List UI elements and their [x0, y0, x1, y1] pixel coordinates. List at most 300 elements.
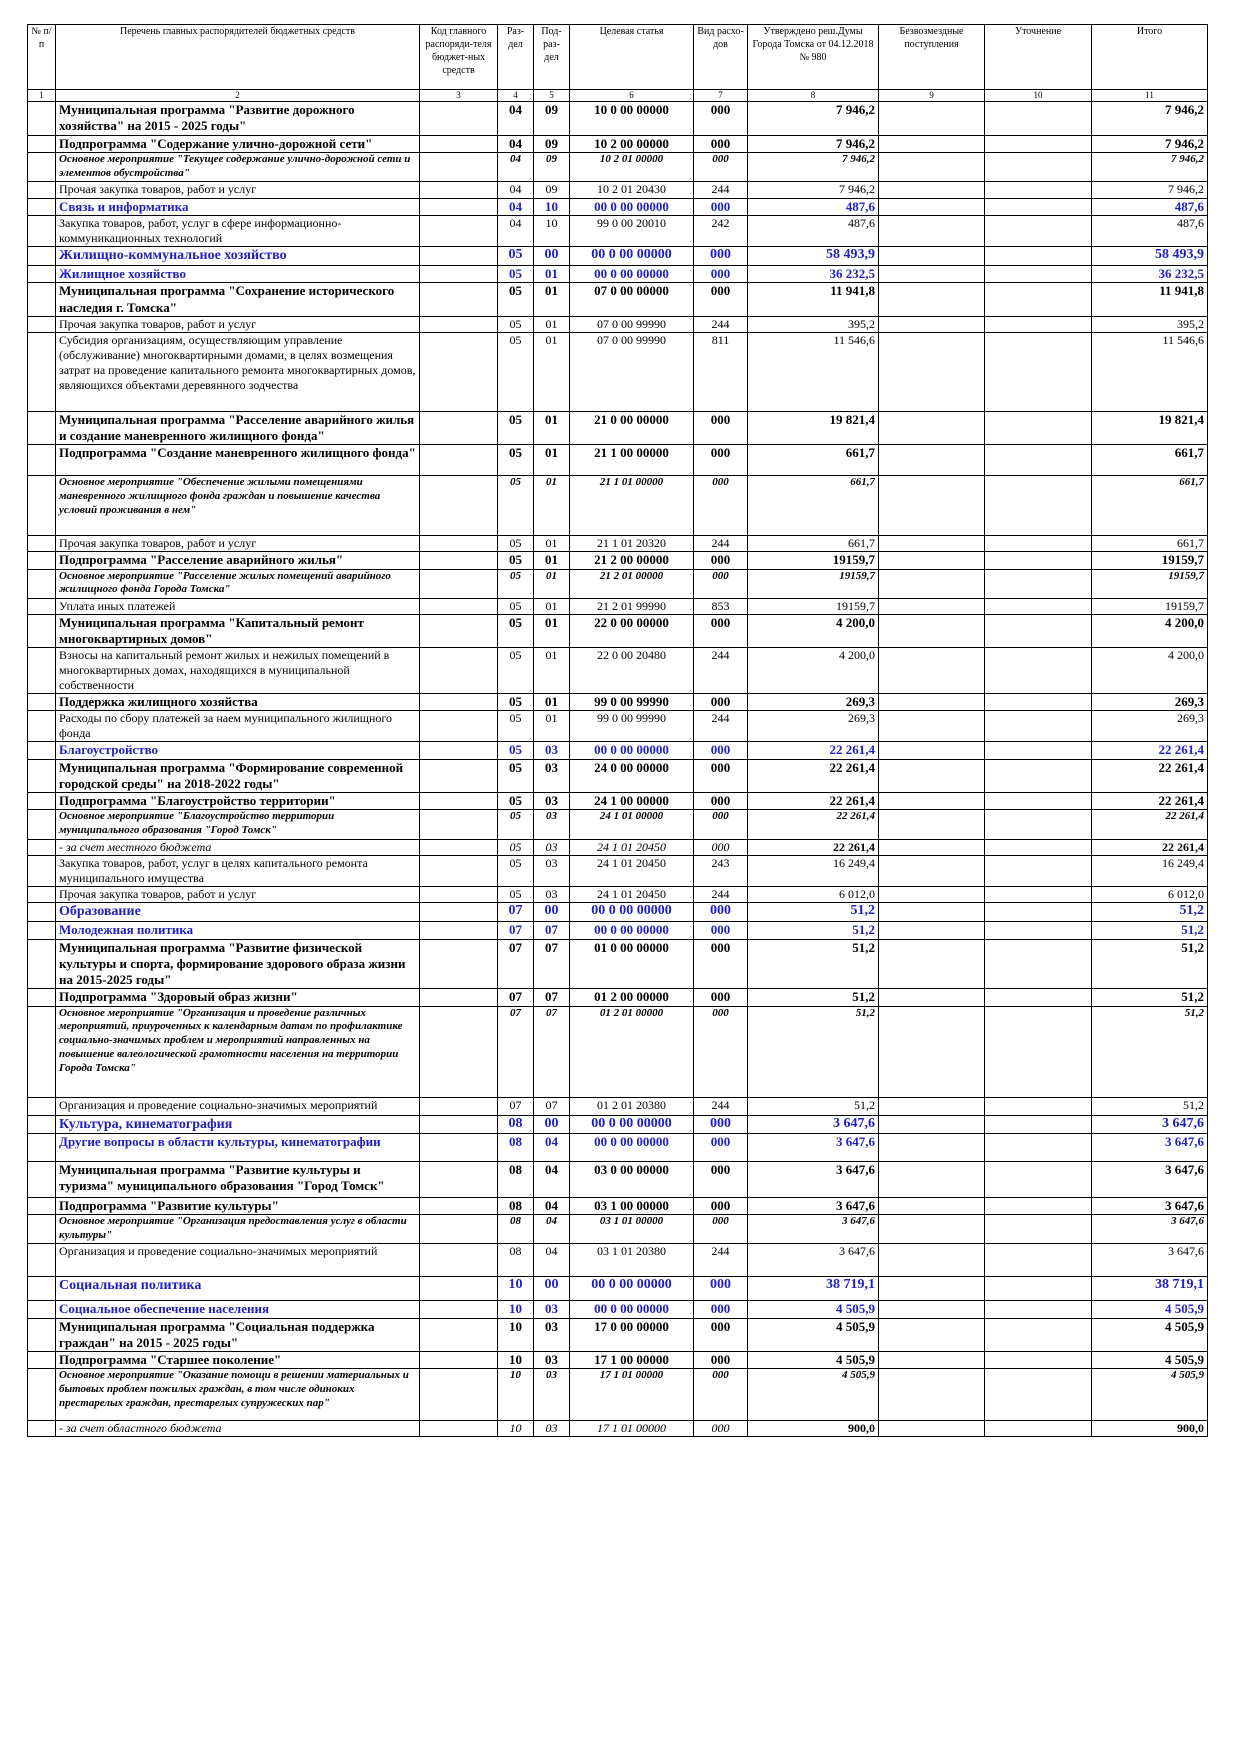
row-razdel: 07: [498, 903, 534, 922]
row-expense-type: 000: [694, 569, 748, 598]
row-razdel: 05: [498, 694, 534, 711]
table-row: [28, 283, 1208, 317]
row-name: Муниципальная программа "Формирование современной городской среды" на 2018-2022 годы": [56, 759, 420, 793]
row-total: 19 821,4: [1092, 411, 1208, 445]
row-name: Подпрограмма "Благоустройство территории": [56, 793, 420, 810]
row-podrazdel: 07: [534, 1097, 570, 1115]
row-code: [420, 887, 498, 903]
row-approved: 22 261,4: [748, 840, 879, 856]
row-total: 51,2: [1092, 989, 1208, 1006]
table-row: [28, 1318, 1208, 1352]
row-grants: [879, 887, 985, 903]
row-podrazdel: 01: [534, 648, 570, 694]
row-adjustment: [985, 1318, 1092, 1352]
row-number: [28, 1134, 56, 1162]
row-adjustment: [985, 694, 1092, 711]
row-code: [420, 1301, 498, 1318]
row-code: [420, 198, 498, 215]
row-podrazdel: 07: [534, 989, 570, 1006]
column-number-row: [28, 90, 1208, 102]
row-expense-type: 000: [694, 266, 748, 283]
row-target-article: 10 2 01 00000: [570, 152, 694, 181]
row-razdel: 05: [498, 536, 534, 552]
row-approved: 3 647,6: [748, 1198, 879, 1215]
row-total: 7 946,2: [1092, 102, 1208, 136]
row-number: [28, 1006, 56, 1097]
row-grants: [879, 1301, 985, 1318]
row-name: Жилищное хозяйство: [56, 266, 420, 283]
row-name: Жилищно-коммунальное хозяйство: [56, 247, 420, 266]
row-approved: 11 941,8: [748, 283, 879, 317]
row-name: Уплата иных платежей: [56, 598, 420, 614]
row-grants: [879, 614, 985, 648]
row-grants: [879, 648, 985, 694]
row-grants: [879, 598, 985, 614]
row-podrazdel: 04: [534, 1162, 570, 1198]
row-total: 19159,7: [1092, 598, 1208, 614]
row-name: Основное мероприятие "Организация предоставления услуг в области культуры": [56, 1215, 420, 1244]
row-number: [28, 1318, 56, 1352]
row-target-article: 24 1 00 00000: [570, 793, 694, 810]
row-adjustment: [985, 1277, 1092, 1301]
row-expense-type: 000: [694, 476, 748, 536]
row-expense-type: 000: [694, 810, 748, 840]
row-name: Культура, кинематография: [56, 1115, 420, 1134]
row-target-article: 21 1 01 00000: [570, 476, 694, 536]
row-code: [420, 1318, 498, 1352]
table-row: [28, 411, 1208, 445]
column-number: 2: [56, 90, 420, 102]
table-row: [28, 536, 1208, 552]
row-code: [420, 614, 498, 648]
row-number: [28, 198, 56, 215]
table-row: [28, 1162, 1208, 1198]
row-number: [28, 536, 56, 552]
row-total: 3 647,6: [1092, 1244, 1208, 1277]
row-grants: [879, 1369, 985, 1421]
row-target-article: 22 0 00 00000: [570, 614, 694, 648]
row-expense-type: 244: [694, 1097, 748, 1115]
row-code: [420, 939, 498, 989]
row-razdel: 05: [498, 476, 534, 536]
row-approved: 269,3: [748, 711, 879, 742]
row-adjustment: [985, 135, 1092, 152]
row-total: 487,6: [1092, 216, 1208, 247]
row-adjustment: [985, 266, 1092, 283]
row-total: 19159,7: [1092, 552, 1208, 569]
row-target-article: 07 0 00 99990: [570, 332, 694, 411]
row-expense-type: 000: [694, 1301, 748, 1318]
row-adjustment: [985, 648, 1092, 694]
row-code: [420, 694, 498, 711]
row-razdel: 05: [498, 793, 534, 810]
table-row: [28, 1006, 1208, 1097]
row-name: Социальное обеспечение населения: [56, 1301, 420, 1318]
row-target-article: 01 2 01 00000: [570, 1006, 694, 1097]
row-number: [28, 1369, 56, 1421]
row-code: [420, 648, 498, 694]
row-code: [420, 283, 498, 317]
row-expense-type: 244: [694, 887, 748, 903]
row-name: Основное мероприятие "Организация и проведение различных мероприятий, приуроченных к календарным датам по профилактике социально-значимых проблем и мероприятий направленных на повышение валеологической грамотности населения на территории Города Томска": [56, 1006, 420, 1097]
row-podrazdel: 01: [534, 476, 570, 536]
row-code: [420, 216, 498, 247]
row-name: Муниципальная программа "Развитие физической культуры и спорта, формирование здорового образа жизни на 2015-2025 годы": [56, 939, 420, 989]
row-podrazdel: 03: [534, 742, 570, 759]
row-podrazdel: 04: [534, 1215, 570, 1244]
row-razdel: 05: [498, 742, 534, 759]
row-expense-type: 000: [694, 445, 748, 476]
row-number: [28, 1162, 56, 1198]
row-total: 7 946,2: [1092, 181, 1208, 198]
row-podrazdel: 07: [534, 922, 570, 939]
row-number: [28, 759, 56, 793]
header-target-article: Целевая статья: [570, 25, 694, 90]
row-code: [420, 1006, 498, 1097]
row-number: [28, 1215, 56, 1244]
row-total: 661,7: [1092, 445, 1208, 476]
table-row: [28, 793, 1208, 810]
table-row: [28, 1097, 1208, 1115]
row-code: [420, 445, 498, 476]
row-expense-type: 244: [694, 181, 748, 198]
table-row: [28, 102, 1208, 136]
row-grants: [879, 536, 985, 552]
row-razdel: 05: [498, 569, 534, 598]
row-total: 900,0: [1092, 1421, 1208, 1437]
row-expense-type: 000: [694, 102, 748, 136]
row-expense-type: 000: [694, 1215, 748, 1244]
row-razdel: 05: [498, 810, 534, 840]
row-total: 3 647,6: [1092, 1162, 1208, 1198]
row-razdel: 10: [498, 1318, 534, 1352]
header-row: [28, 25, 1208, 90]
row-target-article: 17 1 01 00000: [570, 1369, 694, 1421]
table-row: [28, 1421, 1208, 1437]
table-row: [28, 247, 1208, 266]
row-podrazdel: 10: [534, 198, 570, 215]
row-grants: [879, 316, 985, 332]
row-podrazdel: 01: [534, 445, 570, 476]
row-grants: [879, 903, 985, 922]
row-razdel: 07: [498, 922, 534, 939]
row-expense-type: 000: [694, 1115, 748, 1134]
row-target-article: 17 0 00 00000: [570, 1318, 694, 1352]
row-number: [28, 152, 56, 181]
row-target-article: 10 0 00 00000: [570, 102, 694, 136]
row-grants: [879, 1277, 985, 1301]
row-expense-type: 000: [694, 793, 748, 810]
row-target-article: 10 2 00 00000: [570, 135, 694, 152]
row-name: Муниципальная программа "Сохранение исторического наследия г. Томска": [56, 283, 420, 317]
row-adjustment: [985, 1215, 1092, 1244]
row-razdel: 08: [498, 1162, 534, 1198]
header-code: Код главного распоряди-теля бюджет-ных средств: [420, 25, 498, 90]
row-approved: 269,3: [748, 694, 879, 711]
row-podrazdel: 09: [534, 181, 570, 198]
row-total: 269,3: [1092, 694, 1208, 711]
row-razdel: 07: [498, 1006, 534, 1097]
row-razdel: 08: [498, 1244, 534, 1277]
row-total: 487,6: [1092, 198, 1208, 215]
row-podrazdel: 03: [534, 810, 570, 840]
row-razdel: 05: [498, 552, 534, 569]
row-name: Основное мероприятие "Обеспечение жилыми помещениями маневренного жилищного фонда граждан и повышение качества условий проживания в нем": [56, 476, 420, 536]
table-row: [28, 152, 1208, 181]
row-total: 7 946,2: [1092, 152, 1208, 181]
row-name: Связь и информатика: [56, 198, 420, 215]
row-number: [28, 476, 56, 536]
row-razdel: 05: [498, 598, 534, 614]
budget-table: [27, 24, 1208, 1437]
row-grants: [879, 1421, 985, 1437]
row-number: [28, 266, 56, 283]
row-total: 395,2: [1092, 316, 1208, 332]
row-grants: [879, 742, 985, 759]
row-adjustment: [985, 1115, 1092, 1134]
row-grants: [879, 1162, 985, 1198]
row-adjustment: [985, 614, 1092, 648]
row-podrazdel: 03: [534, 793, 570, 810]
column-number: 9: [879, 90, 985, 102]
row-target-article: 03 1 01 20380: [570, 1244, 694, 1277]
row-expense-type: 000: [694, 939, 748, 989]
row-total: 6 012,0: [1092, 887, 1208, 903]
row-approved: 22 261,4: [748, 810, 879, 840]
row-approved: 51,2: [748, 939, 879, 989]
row-podrazdel: 03: [534, 887, 570, 903]
table-row: [28, 989, 1208, 1006]
row-code: [420, 711, 498, 742]
row-approved: 51,2: [748, 1006, 879, 1097]
row-adjustment: [985, 569, 1092, 598]
row-expense-type: 000: [694, 614, 748, 648]
row-code: [420, 793, 498, 810]
row-code: [420, 476, 498, 536]
row-razdel: 05: [498, 711, 534, 742]
row-expense-type: 000: [694, 840, 748, 856]
row-expense-type: 000: [694, 1162, 748, 1198]
table-row: [28, 840, 1208, 856]
header-expense-type: Вид расхо-дов: [694, 25, 748, 90]
row-adjustment: [985, 247, 1092, 266]
row-razdel: 05: [498, 332, 534, 411]
header-grants: Безвозмездные поступления: [879, 25, 985, 90]
row-expense-type: 000: [694, 247, 748, 266]
row-total: 19159,7: [1092, 569, 1208, 598]
row-razdel: 07: [498, 1097, 534, 1115]
row-name: Подпрограмма "Развитие культуры": [56, 1198, 420, 1215]
row-number: [28, 445, 56, 476]
row-name: Другие вопросы в области культуры, кинематографии: [56, 1134, 420, 1162]
row-number: [28, 856, 56, 887]
row-target-article: 24 1 01 00000: [570, 810, 694, 840]
row-razdel: 10: [498, 1352, 534, 1369]
row-razdel: 10: [498, 1369, 534, 1421]
row-code: [420, 1369, 498, 1421]
row-number: [28, 1097, 56, 1115]
row-target-article: 01 2 00 00000: [570, 989, 694, 1006]
row-podrazdel: 01: [534, 711, 570, 742]
row-razdel: 04: [498, 102, 534, 136]
row-approved: 22 261,4: [748, 742, 879, 759]
row-approved: 4 505,9: [748, 1369, 879, 1421]
row-target-article: 00 0 00 00000: [570, 266, 694, 283]
row-name: Основное мероприятие "Расселение жилых помещений аварийного жилищного фонда Города Томска": [56, 569, 420, 598]
row-expense-type: 000: [694, 742, 748, 759]
row-target-article: 24 1 01 20450: [570, 856, 694, 887]
row-code: [420, 316, 498, 332]
row-grants: [879, 247, 985, 266]
row-grants: [879, 216, 985, 247]
row-code: [420, 1421, 498, 1437]
row-podrazdel: 03: [534, 856, 570, 887]
row-adjustment: [985, 922, 1092, 939]
row-razdel: 05: [498, 445, 534, 476]
table-row: [28, 569, 1208, 598]
row-adjustment: [985, 316, 1092, 332]
row-podrazdel: 04: [534, 1134, 570, 1162]
row-podrazdel: 10: [534, 216, 570, 247]
row-expense-type: 000: [694, 283, 748, 317]
row-total: 11 546,6: [1092, 332, 1208, 411]
row-approved: 661,7: [748, 536, 879, 552]
row-name: Молодежная политика: [56, 922, 420, 939]
row-grants: [879, 135, 985, 152]
row-podrazdel: 00: [534, 903, 570, 922]
row-total: 4 200,0: [1092, 614, 1208, 648]
row-name: Муниципальная программа "Капитальный ремонт многоквартирных домов": [56, 614, 420, 648]
row-expense-type: 244: [694, 536, 748, 552]
header-n: № п/п: [28, 25, 56, 90]
row-podrazdel: 01: [534, 569, 570, 598]
row-total: 661,7: [1092, 536, 1208, 552]
row-adjustment: [985, 445, 1092, 476]
row-razdel: 04: [498, 135, 534, 152]
row-total: 36 232,5: [1092, 266, 1208, 283]
row-adjustment: [985, 598, 1092, 614]
row-grants: [879, 1352, 985, 1369]
row-number: [28, 742, 56, 759]
row-grants: [879, 1215, 985, 1244]
row-grants: [879, 569, 985, 598]
row-total: 3 647,6: [1092, 1215, 1208, 1244]
row-podrazdel: 03: [534, 840, 570, 856]
row-razdel: 05: [498, 316, 534, 332]
row-number: [28, 283, 56, 317]
row-grants: [879, 332, 985, 411]
row-approved: 22 261,4: [748, 793, 879, 810]
header-adjustment: Уточнение: [985, 25, 1092, 90]
row-podrazdel: 01: [534, 283, 570, 317]
row-name: Прочая закупка товаров, работ и услуг: [56, 887, 420, 903]
row-name: Подпрограмма "Расселение аварийного жилья": [56, 552, 420, 569]
row-grants: [879, 939, 985, 989]
row-name: Расходы по сбору платежей за наем муниципального жилищного фонда: [56, 711, 420, 742]
row-target-article: 00 0 00 00000: [570, 903, 694, 922]
table-row: [28, 316, 1208, 332]
row-total: 51,2: [1092, 1006, 1208, 1097]
row-grants: [879, 1097, 985, 1115]
row-name: Прочая закупка товаров, работ и услуг: [56, 536, 420, 552]
row-podrazdel: 04: [534, 1198, 570, 1215]
row-total: 7 946,2: [1092, 135, 1208, 152]
row-expense-type: 000: [694, 135, 748, 152]
row-name: Организация и проведение социально-значимых мероприятий: [56, 1244, 420, 1277]
row-total: 51,2: [1092, 939, 1208, 989]
row-approved: 3 647,6: [748, 1244, 879, 1277]
table-row: [28, 810, 1208, 840]
row-approved: 7 946,2: [748, 135, 879, 152]
row-grants: [879, 152, 985, 181]
row-razdel: 05: [498, 283, 534, 317]
row-target-article: 07 0 00 99990: [570, 316, 694, 332]
row-name: Прочая закупка товаров, работ и услуг: [56, 316, 420, 332]
row-razdel: 05: [498, 840, 534, 856]
row-approved: 487,6: [748, 198, 879, 215]
row-target-article: 01 0 00 00000: [570, 939, 694, 989]
row-expense-type: 000: [694, 411, 748, 445]
row-expense-type: 244: [694, 1244, 748, 1277]
row-number: [28, 989, 56, 1006]
row-total: 22 261,4: [1092, 759, 1208, 793]
row-podrazdel: 01: [534, 552, 570, 569]
row-grants: [879, 711, 985, 742]
row-code: [420, 742, 498, 759]
row-number: [28, 135, 56, 152]
row-podrazdel: 01: [534, 316, 570, 332]
column-number: 11: [1092, 90, 1208, 102]
row-expense-type: 000: [694, 1318, 748, 1352]
table-row: [28, 903, 1208, 922]
row-adjustment: [985, 939, 1092, 989]
table-row: [28, 614, 1208, 648]
column-number: 6: [570, 90, 694, 102]
row-approved: 4 505,9: [748, 1301, 879, 1318]
row-code: [420, 411, 498, 445]
row-code: [420, 135, 498, 152]
row-name: Взносы на капитальный ремонт жилых и нежилых помещений в многоквартирных домах, находящихся в муниципальной собственности: [56, 648, 420, 694]
table-row: [28, 1301, 1208, 1318]
row-approved: 4 200,0: [748, 648, 879, 694]
row-approved: 7 946,2: [748, 102, 879, 136]
row-number: [28, 552, 56, 569]
table-row: [28, 759, 1208, 793]
row-approved: 16 249,4: [748, 856, 879, 887]
row-total: 58 493,9: [1092, 247, 1208, 266]
row-approved: 58 493,9: [748, 247, 879, 266]
row-name: Основное мероприятие "Текущее содержание улично-дорожной сети и элементов обустройства": [56, 152, 420, 181]
row-approved: 19159,7: [748, 598, 879, 614]
row-total: 51,2: [1092, 922, 1208, 939]
row-number: [28, 216, 56, 247]
row-approved: 4 505,9: [748, 1352, 879, 1369]
row-grants: [879, 198, 985, 215]
row-number: [28, 1277, 56, 1301]
row-number: [28, 1115, 56, 1134]
row-target-article: 99 0 00 99990: [570, 694, 694, 711]
row-code: [420, 1215, 498, 1244]
row-approved: 36 232,5: [748, 266, 879, 283]
budget-sheet: [27, 24, 1208, 1437]
row-grants: [879, 266, 985, 283]
row-podrazdel: 00: [534, 247, 570, 266]
row-podrazdel: 01: [534, 598, 570, 614]
row-grants: [879, 759, 985, 793]
row-grants: [879, 793, 985, 810]
row-approved: 661,7: [748, 476, 879, 536]
row-razdel: 05: [498, 856, 534, 887]
